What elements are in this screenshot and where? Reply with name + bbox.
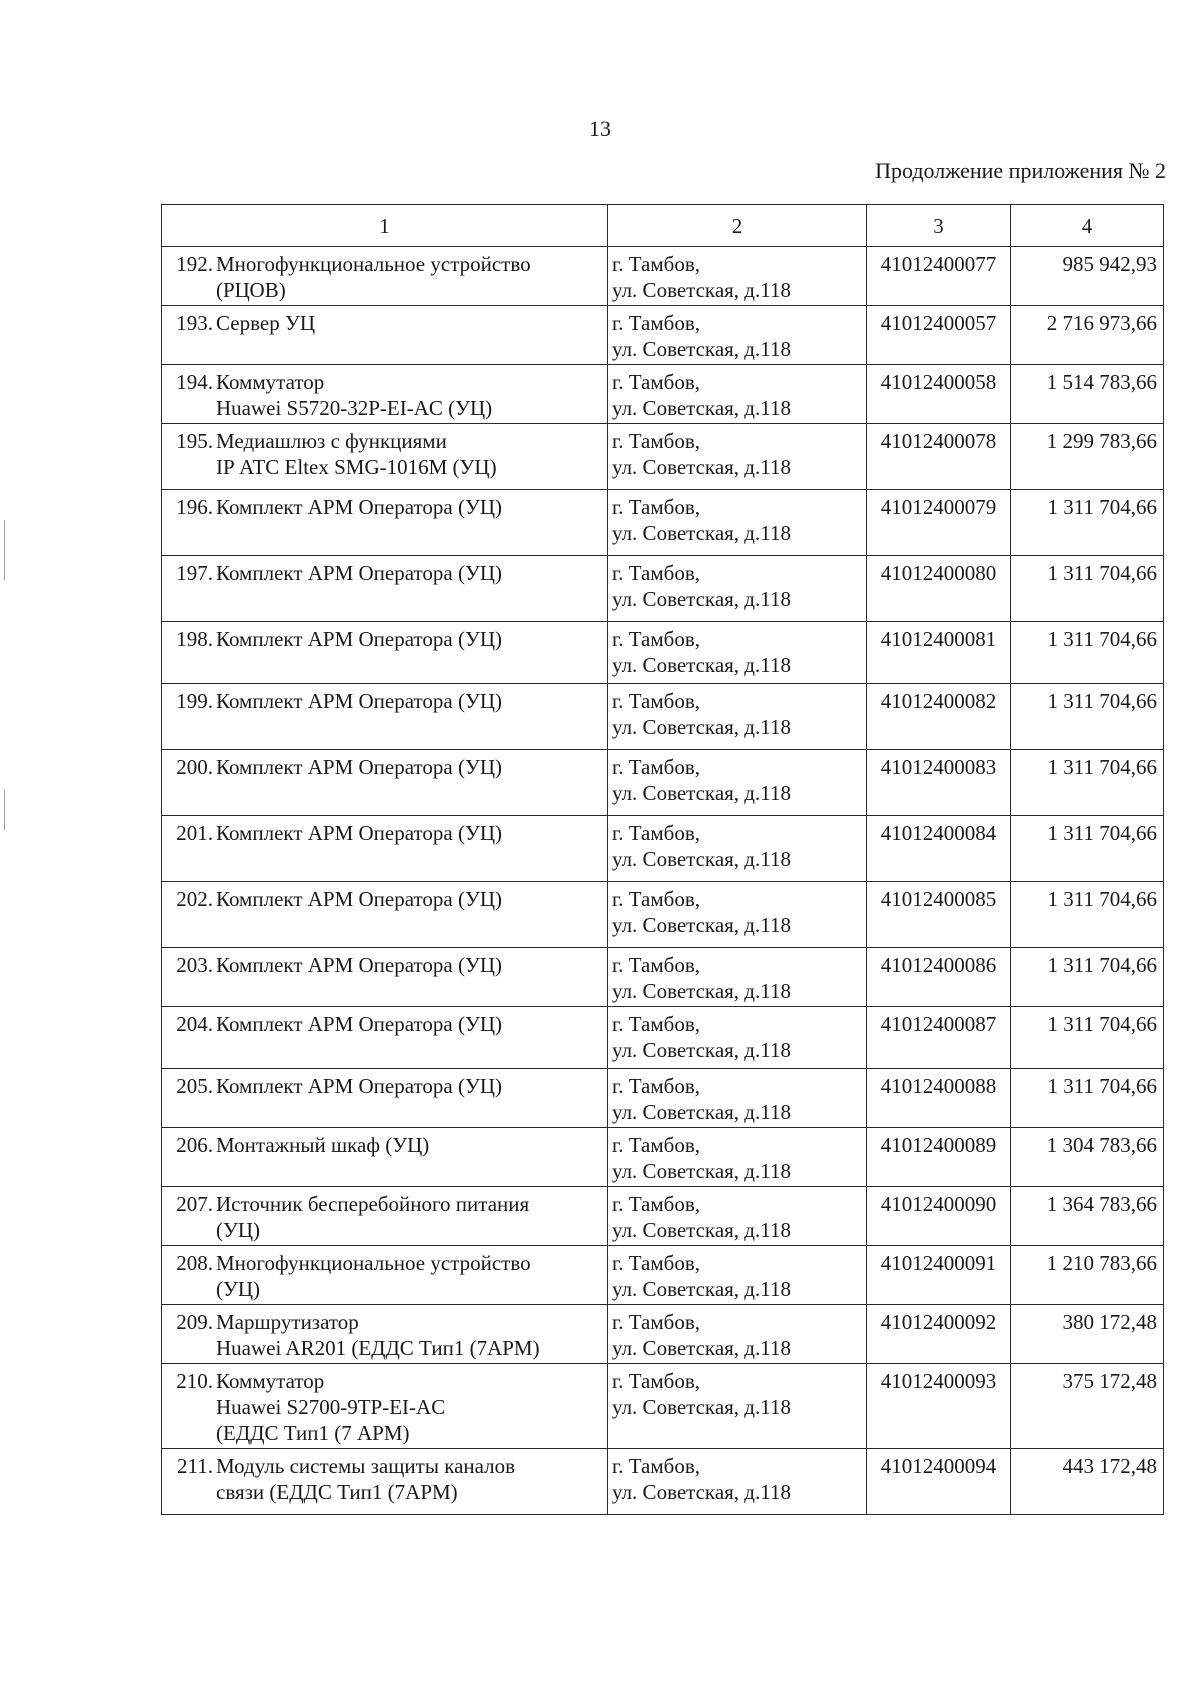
table-row: [162, 1449, 1164, 1515]
table-row: [162, 882, 1164, 948]
item-name-line: (УЦ): [216, 1277, 261, 1301]
table-row: [162, 365, 1164, 424]
table-header-row: [162, 205, 1164, 247]
address-line: ул. Советская, д.118: [612, 1038, 791, 1062]
value-cell: 1 311 704,66: [1011, 1007, 1164, 1069]
appendix-continuation-note: Продолжение приложения № 2: [875, 158, 1166, 183]
item-name-line: Комплект АРМ Оператора (УЦ): [216, 689, 503, 713]
address-line: г. Тамбов,: [612, 429, 701, 453]
address-line: г. Тамбов,: [612, 1369, 701, 1393]
column-header: 2: [608, 205, 867, 247]
address-line: г. Тамбов,: [612, 821, 701, 845]
item-name-cell: [162, 365, 608, 424]
address-line: г. Тамбов,: [612, 311, 701, 335]
inventory-number-cell: 41012400092: [867, 1305, 1011, 1364]
item-name-cell: [162, 306, 608, 365]
inventory-number-cell: 41012400078: [867, 424, 1011, 490]
inventory-number-cell: 41012400089: [867, 1128, 1011, 1187]
table-row: [162, 1187, 1164, 1246]
item-number: 200.: [176, 755, 213, 779]
item-name-line: Сервер УЦ: [216, 311, 315, 335]
address-line: г. Тамбов,: [612, 495, 701, 519]
address-cell: [608, 1007, 867, 1069]
address-line: г. Тамбов,: [612, 755, 701, 779]
item-name-cell: [162, 424, 608, 490]
item-number: 192.: [176, 252, 213, 276]
item-name-line: Huawei S5720-32P-EI-AC (УЦ): [216, 396, 493, 420]
address-line: ул. Советская, д.118: [612, 979, 791, 1003]
address-cell: [608, 1305, 867, 1364]
address-line: ул. Советская, д.118: [612, 781, 791, 805]
address-cell: [608, 556, 867, 622]
address-line: ул. Советская, д.118: [612, 521, 791, 545]
item-name-line: Комплект АРМ Оператора (УЦ): [216, 561, 503, 585]
table-row: [162, 247, 1164, 306]
address-cell: [608, 365, 867, 424]
table-row: [162, 1128, 1164, 1187]
item-name-cell: [162, 1007, 608, 1069]
inventory-table: [161, 204, 1164, 1515]
table-row: [162, 1007, 1164, 1069]
column-header: 4: [1011, 205, 1164, 247]
address-cell: [608, 1069, 867, 1128]
item-name-line: Huawei S2700-9TP-EI-AC: [216, 1395, 446, 1419]
address-line: ул. Советская, д.118: [612, 1100, 791, 1124]
item-name-line: Медиашлюз с функциями: [216, 429, 447, 453]
value-cell: 1 311 704,66: [1011, 948, 1164, 1007]
item-name-line: Комплект АРМ Оператора (УЦ): [216, 953, 503, 977]
address-cell: [608, 424, 867, 490]
value-cell: 1 514 783,66: [1011, 365, 1164, 424]
address-cell: [608, 816, 867, 882]
address-line: ул. Советская, д.118: [612, 396, 791, 420]
item-name-cell: [162, 490, 608, 556]
address-cell: [608, 684, 867, 750]
item-name-line: (РЦОВ): [216, 278, 286, 302]
address-line: ул. Советская, д.118: [612, 653, 791, 677]
value-cell: 985 942,93: [1011, 247, 1164, 306]
item-number: 198.: [176, 627, 213, 651]
address-line: г. Тамбов,: [612, 689, 701, 713]
item-name-line: Huawei AR201 (ЕДДС Тип1 (7АРМ): [216, 1336, 540, 1360]
item-name-line: (УЦ): [216, 1218, 261, 1242]
item-name-cell: [162, 1128, 608, 1187]
address-cell: [608, 1449, 867, 1515]
item-name-cell: [162, 247, 608, 306]
item-number: 204.: [176, 1012, 213, 1036]
inventory-number-cell: 41012400094: [867, 1449, 1011, 1515]
inventory-number-cell: 41012400083: [867, 750, 1011, 816]
inventory-number-cell: 41012400081: [867, 622, 1011, 684]
table-row: [162, 684, 1164, 750]
value-cell: 1 311 704,66: [1011, 882, 1164, 948]
item-name-line: Комплект АРМ Оператора (УЦ): [216, 1012, 503, 1036]
inventory-number-cell: 41012400087: [867, 1007, 1011, 1069]
table-row: [162, 490, 1164, 556]
item-number: 197.: [176, 561, 213, 585]
item-name-line: Комплект АРМ Оператора (УЦ): [216, 821, 503, 845]
value-cell: 1 210 783,66: [1011, 1246, 1164, 1305]
item-number: 201.: [176, 821, 213, 845]
item-name-line: Монтажный шкаф (УЦ): [216, 1133, 430, 1157]
address-line: г. Тамбов,: [612, 1012, 701, 1036]
address-line: г. Тамбов,: [612, 1454, 701, 1478]
address-line: ул. Советская, д.118: [612, 1277, 791, 1301]
scan-edge-mark: [4, 790, 5, 830]
value-cell: 375 172,48: [1011, 1364, 1164, 1449]
address-line: г. Тамбов,: [612, 1074, 701, 1098]
value-cell: 380 172,48: [1011, 1305, 1164, 1364]
item-number: 193.: [176, 311, 213, 335]
value-cell: 1 299 783,66: [1011, 424, 1164, 490]
item-number: 195.: [176, 429, 213, 453]
item-name-line: Комплект АРМ Оператора (УЦ): [216, 495, 503, 519]
item-name-cell: [162, 1364, 608, 1449]
column-header: 3: [867, 205, 1011, 247]
value-cell: 1 304 783,66: [1011, 1128, 1164, 1187]
inventory-number-cell: 41012400091: [867, 1246, 1011, 1305]
value-cell: 1 311 704,66: [1011, 750, 1164, 816]
item-name-cell: [162, 622, 608, 684]
address-cell: [608, 1187, 867, 1246]
scan-edge-mark: [4, 520, 5, 580]
item-name-cell: [162, 1187, 608, 1246]
item-number: 209.: [176, 1310, 213, 1334]
value-cell: 1 311 704,66: [1011, 556, 1164, 622]
item-name-cell: [162, 1246, 608, 1305]
inventory-number-cell: 41012400058: [867, 365, 1011, 424]
address-cell: [608, 948, 867, 1007]
item-number: 203.: [176, 953, 213, 977]
table-row: [162, 1246, 1164, 1305]
inventory-number-cell: 41012400088: [867, 1069, 1011, 1128]
item-name-line: Комплект АРМ Оператора (УЦ): [216, 887, 503, 911]
address-cell: [608, 490, 867, 556]
table-row: [162, 1069, 1164, 1128]
item-name-cell: [162, 1449, 608, 1515]
address-line: г. Тамбов,: [612, 1310, 701, 1334]
item-name-line: Комплект АРМ Оператора (УЦ): [216, 1074, 503, 1098]
address-line: ул. Советская, д.118: [612, 1159, 791, 1183]
item-name-line: Источник бесперебойного питания: [216, 1192, 530, 1216]
table-row: [162, 556, 1164, 622]
table-row: [162, 306, 1164, 365]
address-cell: [608, 622, 867, 684]
address-line: ул. Советская, д.118: [612, 1480, 791, 1504]
inventory-number-cell: 41012400057: [867, 306, 1011, 365]
address-line: г. Тамбов,: [612, 953, 701, 977]
address-line: ул. Советская, д.118: [612, 587, 791, 611]
table-row: [162, 816, 1164, 882]
item-name-cell: [162, 816, 608, 882]
address-cell: [608, 306, 867, 365]
table-row: [162, 424, 1164, 490]
value-cell: 443 172,48: [1011, 1449, 1164, 1515]
address-cell: [608, 1128, 867, 1187]
item-number: 199.: [176, 689, 213, 713]
inventory-number-cell: 41012400085: [867, 882, 1011, 948]
inventory-number-cell: 41012400077: [867, 247, 1011, 306]
item-number: 202.: [176, 887, 213, 911]
item-name-line: Коммутатор: [216, 370, 325, 394]
address-cell: [608, 1364, 867, 1449]
value-cell: 1 311 704,66: [1011, 684, 1164, 750]
address-line: г. Тамбов,: [612, 252, 701, 276]
address-line: ул. Советская, д.118: [612, 913, 791, 937]
item-name-cell: [162, 882, 608, 948]
column-header: 1: [162, 205, 608, 247]
value-cell: 1 311 704,66: [1011, 622, 1164, 684]
address-cell: [608, 750, 867, 816]
item-name-cell: [162, 684, 608, 750]
inventory-number-cell: 41012400079: [867, 490, 1011, 556]
value-cell: 2 716 973,66: [1011, 306, 1164, 365]
item-number: 194.: [176, 370, 213, 394]
address-line: г. Тамбов,: [612, 887, 701, 911]
address-line: ул. Советская, д.118: [612, 847, 791, 871]
address-line: ул. Советская, д.118: [612, 1395, 791, 1419]
table-row: [162, 750, 1164, 816]
inventory-number-cell: 41012400086: [867, 948, 1011, 1007]
address-line: г. Тамбов,: [612, 1133, 701, 1157]
item-number: 211.: [177, 1454, 213, 1478]
value-cell: 1 311 704,66: [1011, 490, 1164, 556]
address-line: ул. Советская, д.118: [612, 1218, 791, 1242]
item-number: 208.: [176, 1251, 213, 1275]
table-row: [162, 622, 1164, 684]
inventory-number-cell: 41012400093: [867, 1364, 1011, 1449]
value-cell: 1 311 704,66: [1011, 816, 1164, 882]
item-name-line: Коммутатор: [216, 1369, 325, 1393]
item-name-cell: [162, 1069, 608, 1128]
value-cell: 1 311 704,66: [1011, 1069, 1164, 1128]
item-number: 205.: [176, 1074, 213, 1098]
item-number: 196.: [176, 495, 213, 519]
item-name-cell: [162, 1305, 608, 1364]
table-row: [162, 948, 1164, 1007]
table-row: [162, 1305, 1164, 1364]
address-line: г. Тамбов,: [612, 561, 701, 585]
item-name-line: Модуль системы защиты каналов: [216, 1454, 516, 1478]
inventory-number-cell: 41012400090: [867, 1187, 1011, 1246]
item-name-line: Комплект АРМ Оператора (УЦ): [216, 755, 503, 779]
value-cell: 1 364 783,66: [1011, 1187, 1164, 1246]
address-line: ул. Советская, д.118: [612, 1336, 791, 1360]
item-number: 206.: [176, 1133, 213, 1157]
address-line: г. Тамбов,: [612, 1192, 701, 1216]
item-name-line: IP АТС Eltex SMG-1016M (УЦ): [216, 455, 497, 479]
item-name-line: Многофункциональное устройство: [216, 252, 531, 276]
item-number: 207.: [176, 1192, 213, 1216]
address-cell: [608, 247, 867, 306]
item-name-cell: [162, 948, 608, 1007]
address-line: г. Тамбов,: [612, 627, 701, 651]
page-number: 13: [589, 116, 611, 141]
item-name-line: Комплект АРМ Оператора (УЦ): [216, 627, 503, 651]
inventory-number-cell: 41012400080: [867, 556, 1011, 622]
address-line: г. Тамбов,: [612, 370, 701, 394]
item-name-cell: [162, 750, 608, 816]
item-name-line: связи (ЕДДС Тип1 (7АРМ): [216, 1480, 458, 1504]
address-line: ул. Советская, д.118: [612, 715, 791, 739]
address-cell: [608, 882, 867, 948]
address-line: ул. Советская, д.118: [612, 278, 791, 302]
item-name-cell: [162, 556, 608, 622]
address-line: ул. Советская, д.118: [612, 455, 791, 479]
inventory-number-cell: 41012400082: [867, 684, 1011, 750]
item-name-line: Многофункциональное устройство: [216, 1251, 531, 1275]
address-line: ул. Советская, д.118: [612, 337, 791, 361]
table-row: [162, 1364, 1164, 1449]
address-line: г. Тамбов,: [612, 1251, 701, 1275]
inventory-number-cell: 41012400084: [867, 816, 1011, 882]
item-name-line: (ЕДДС Тип1 (7 АРМ): [216, 1421, 410, 1445]
address-cell: [608, 1246, 867, 1305]
item-name-line: Маршрутизатор: [216, 1310, 359, 1334]
item-number: 210.: [176, 1369, 213, 1393]
